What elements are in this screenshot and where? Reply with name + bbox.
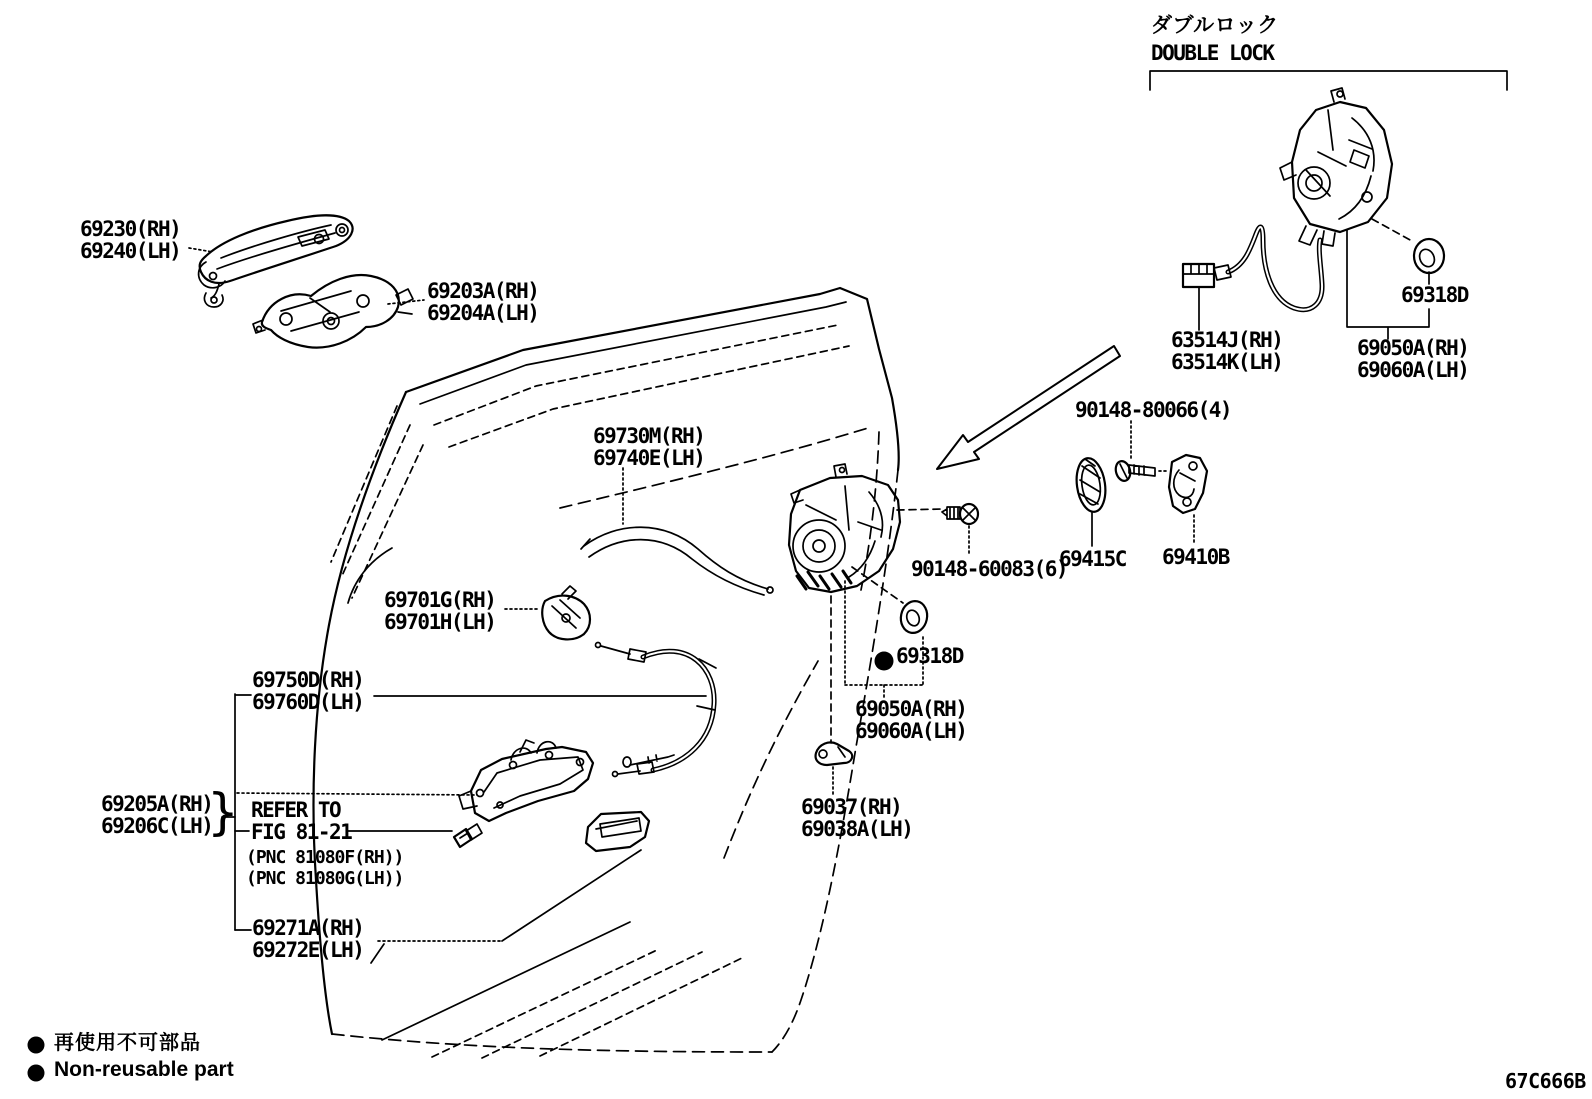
label-motor-cable: [1171, 329, 1282, 373]
cable-guide-drawing: [542, 586, 590, 639]
label-refer-line1: REFER TO: [251, 798, 341, 822]
striker-drawing: [1169, 455, 1207, 513]
label-weatherstrip-line1: 69730M(RH): [593, 424, 705, 448]
label-bezel-line1: 69271A(RH): [252, 916, 364, 940]
label-guide-line2: 69701H(LH): [384, 610, 496, 634]
inside-handle-drawing: [459, 740, 674, 821]
label-child-lock: [801, 796, 912, 840]
label-screw-lock-line1: 90148-60083(6): [911, 557, 1068, 581]
label-cushion-line1: 69415C: [1059, 547, 1126, 571]
door-panel-drawing: [314, 288, 899, 1058]
label-code-line1: 67C666B: [1505, 1069, 1586, 1093]
label-code: [1505, 1070, 1586, 1092]
child-lock-lever-drawing: [816, 742, 853, 765]
label-legend-en: [54, 1059, 234, 1081]
label-cable-line2: 69760D(LH): [252, 690, 364, 714]
label-cushion: [1059, 548, 1126, 570]
label-legend-en-line1: Non-reusable part: [54, 1058, 234, 1081]
label-lock-mid-line1: 69050A(RH): [855, 697, 967, 721]
legend-bullet-jp: [28, 1037, 45, 1054]
clip-drawing: [454, 824, 482, 847]
label-weatherstrip: [593, 425, 704, 469]
label-grommet-mid: [896, 645, 963, 667]
label-child-lock-line2: 69038A(LH): [801, 817, 913, 841]
bezel-drawing: [586, 812, 649, 851]
grommet-mid-drawing: [898, 599, 930, 636]
door-lock-assembly-drawing: [789, 464, 900, 592]
lock-screw-drawing: [942, 504, 978, 524]
handle-frame-drawing: [253, 275, 413, 348]
label-guide: [384, 589, 495, 633]
label-lock-top: [1357, 337, 1468, 381]
label-cable: [252, 669, 363, 713]
label-frame-rear-line2: 69204A(LH): [427, 301, 539, 325]
label-grommet-top: [1401, 284, 1468, 306]
label-legend-jp: [54, 1031, 201, 1053]
label-inside-handle-line2: 69206C(LH): [101, 814, 213, 838]
label-screw-striker-line1: 90148-80066(4): [1075, 398, 1232, 422]
label-brace: [207, 783, 239, 841]
label-cable-line1: 69750D(RH): [252, 668, 364, 692]
label-child-lock-line1: 69037(RH): [801, 795, 902, 819]
label-bezel: [252, 917, 363, 961]
label-inside-handle-line1: 69205A(RH): [101, 792, 213, 816]
label-handle-outer-line2: 69240(LH): [80, 239, 181, 263]
label-striker: [1162, 546, 1229, 568]
label-handle-outer: [80, 218, 180, 262]
label-screw-lock: [911, 558, 1067, 580]
label-pnc-line1: (PNC 81080F(RH)): [246, 847, 404, 868]
label-legend-jp-line1: 再使用不可部品: [54, 1030, 201, 1054]
label-screw-striker: [1075, 399, 1231, 421]
striker-screw-drawing: [1114, 460, 1168, 483]
label-guide-line1: 69701G(RH): [384, 588, 496, 612]
label-grommet-mid-line1: 69318D: [896, 644, 963, 668]
label-motor-cable-line1: 63514J(RH): [1171, 328, 1283, 352]
label-lock-mid-line2: 69060A(LH): [855, 719, 967, 743]
label-brace-line1: }: [207, 783, 239, 841]
label-lock-mid: [855, 698, 966, 742]
grommet-top-drawing: [1414, 239, 1444, 273]
cushion-drawing: [1073, 456, 1108, 513]
label-handle-outer-line1: 69230(RH): [80, 217, 181, 241]
label-bezel-line2: 69272E(LH): [252, 938, 364, 962]
outside-handle-drawing: [199, 215, 353, 307]
non-reusable-dot: [875, 652, 894, 671]
label-pnc: [246, 847, 403, 889]
label-frame-rear: [427, 280, 538, 324]
label-refer: [251, 799, 351, 843]
label-frame-rear-line1: 69203A(RH): [427, 279, 539, 303]
label-dl-en: [1151, 42, 1274, 64]
frame-moulding-drawing: [581, 527, 773, 595]
lock-cable-drawing: [1183, 227, 1322, 310]
label-refer-line2: FIG 81-21: [251, 820, 352, 844]
legend-bullet-en: [28, 1065, 45, 1082]
label-dl-jp: [1151, 14, 1279, 36]
label-striker-line1: 69410B: [1162, 545, 1229, 569]
label-weatherstrip-line2: 69740E(LH): [593, 446, 705, 470]
label-lock-top-line2: 69060A(LH): [1357, 358, 1469, 382]
double-lock-assembly-drawing: [1280, 88, 1392, 246]
label-grommet-top-line1: 69318D: [1401, 283, 1468, 307]
label-lock-top-line1: 69050A(RH): [1357, 336, 1469, 360]
label-pnc-line2: (PNC 81080G(LH)): [246, 868, 404, 889]
label-inside-handle: [101, 793, 212, 837]
label-motor-cable-line2: 63514K(LH): [1171, 350, 1283, 374]
label-dl-jp-line1: ダブルロック: [1151, 13, 1279, 37]
label-dl-en-line1: DOUBLE LOCK: [1151, 41, 1274, 65]
